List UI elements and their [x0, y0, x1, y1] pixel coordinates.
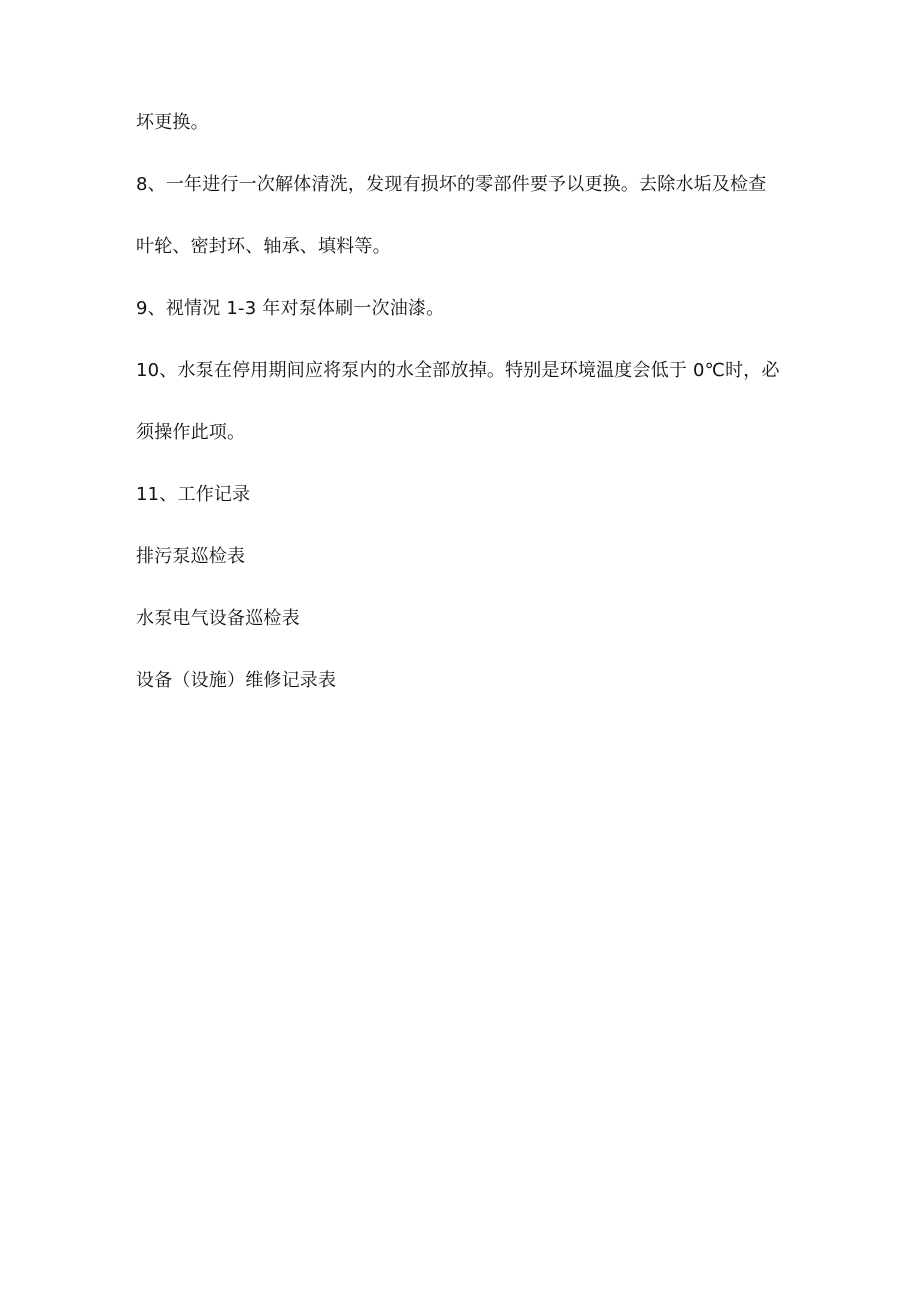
text-line: 须操作此项。 — [136, 422, 246, 443]
text-line: 坏更换。 — [136, 112, 209, 133]
paragraph-7-continuation — [136, 106, 786, 140]
paragraph-8 — [136, 168, 786, 264]
text-line: 10、水泵在停用期间应将泵内的水全部放掉。特别是环境温度会低于 0℃时，必 — [136, 360, 780, 381]
record-sewage-pump-inspection — [136, 540, 786, 574]
record-pump-electrical-inspection — [136, 602, 786, 636]
paragraph-10 — [136, 354, 786, 450]
paragraph-11 — [136, 478, 786, 512]
paragraph-9 — [136, 292, 786, 326]
text-line: 水泵电气设备巡检表 — [136, 608, 300, 629]
text-line: 设备（设施）维修记录表 — [136, 670, 337, 691]
text-line: 8、一年进行一次解体清洗，发现有损坏的零部件要予以更换。去除水垢及检查 — [136, 174, 767, 195]
text-line: 11、工作记录 — [136, 484, 251, 505]
text-line: 排污泵巡检表 — [136, 546, 246, 567]
document-body — [136, 106, 786, 698]
text-line: 叶轮、密封环、轴承、填料等。 — [136, 236, 391, 257]
record-equipment-maintenance — [136, 664, 786, 698]
text-line: 9、视情况 1-3 年对泵体刷一次油漆。 — [136, 298, 445, 319]
